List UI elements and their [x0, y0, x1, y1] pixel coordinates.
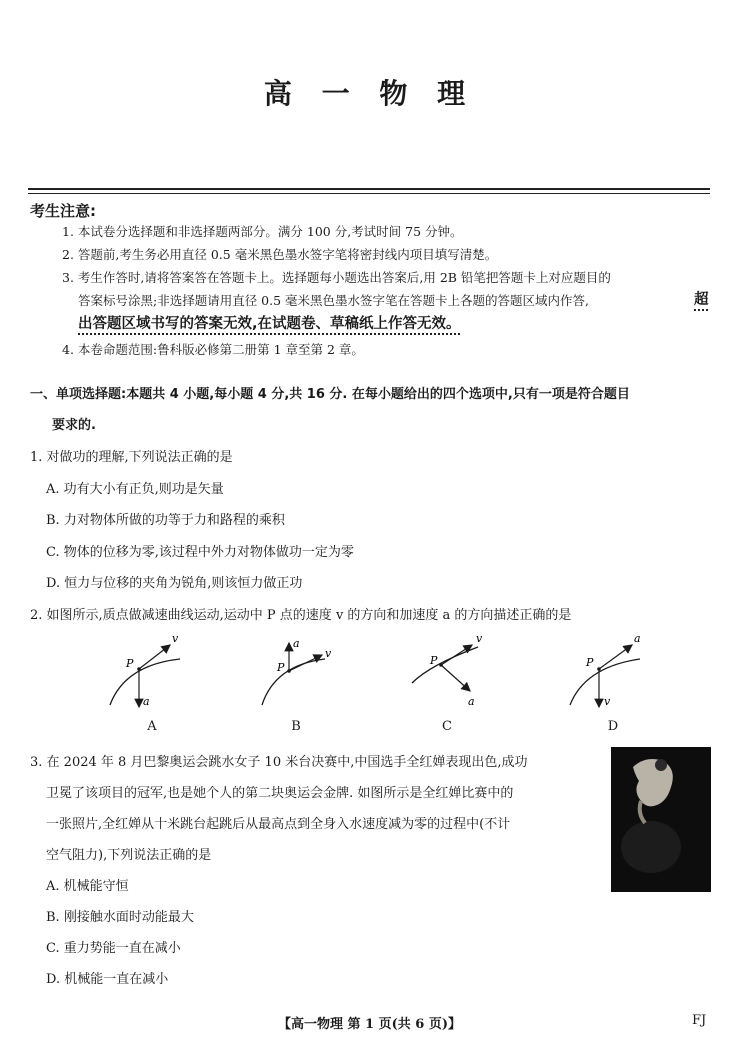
figure-c-arrow-top: [441, 645, 472, 665]
question-1-option-b: B. 力对物体所做的功等于力和路程的乘积: [46, 513, 285, 528]
question-1-stem: 1. 对做功的理解,下列说法正确的是: [30, 450, 233, 465]
header-rule-thick: [28, 188, 710, 190]
diver-head: [655, 759, 667, 771]
section-heading-line1: 一、单项选择题:本题共 4 小题,每小题 4 分,共 16 分. 在每小题给出的四个选项中,只有一项是符合题目: [30, 387, 630, 402]
figure-a-arrow-top: [139, 645, 170, 669]
figure-a-label-top: v: [172, 632, 179, 645]
diver-splash-shadow: [621, 821, 681, 873]
question-3-option-d: D. 机械能一直在减小: [46, 972, 169, 987]
figure-a: [110, 632, 180, 708]
question-1-option-c: C. 物体的位移为零,该过程中外力对物体做功一定为零: [46, 545, 354, 560]
figure-b-trajectory: [262, 659, 325, 705]
page-footer-code: FJ: [692, 1013, 707, 1028]
figure-b-arrow-right: [289, 655, 322, 671]
figure-a-label-p: P: [126, 657, 134, 670]
notice-warning-start: 超: [694, 292, 709, 308]
notice-item-2: 2. 答题前,考生务必用直径 0.5 毫米黑色墨水签字笔将密封线内项目填写清楚。: [62, 247, 498, 262]
question-3-stem-line1: 3. 在 2024 年 8 月巴黎奥运会跳水女子 10 米台决赛中,中国选手全红婵表现出色,成功: [30, 755, 528, 770]
section-heading-line2: 要求的.: [52, 418, 96, 433]
figure-c-label-p: P: [430, 654, 438, 667]
figure-d: [570, 632, 641, 708]
figure-a-caption: A: [147, 719, 157, 734]
diver-arm: [640, 801, 645, 823]
figure-b-caption: B: [291, 719, 301, 734]
figure-c-trajectory: [412, 647, 478, 683]
question-2-figures: [0, 625, 739, 720]
figure-b: [262, 637, 332, 705]
figure-c-caption: C: [442, 719, 452, 734]
notice-heading: 考生注意:: [30, 202, 96, 220]
figure-c-label-bottom: a: [468, 695, 475, 708]
notice-item-3: 3. 考生作答时,请将答案答在答题卡上。选择题每小题选出答案后,用 2B 铅笔把答题卡上对应题目的: [62, 270, 611, 285]
header-rule-thin: [28, 193, 710, 194]
figure-b-label-a: a: [293, 637, 300, 650]
question-3-stem-line3: 一张照片,全红婵从十米跳台起跳后从最高点到全身入水速度减为零的过程中(不计: [46, 817, 511, 832]
figure-d-arrow-top: [599, 645, 632, 669]
page-title: 高 一 物 理: [263, 77, 476, 110]
figure-c-label-top: v: [476, 632, 483, 645]
figure-c-arrow-bottom: [441, 665, 470, 691]
figure-d-label-top: a: [634, 632, 641, 645]
question-3-stem-line4: 空气阻力),下列说法正确的是: [46, 848, 212, 863]
figure-a-label-bottom: a: [143, 695, 150, 708]
notice-item-4: 4. 本卷命题范围:鲁科版必修第二册第 1 章至第 2 章。: [62, 342, 364, 357]
question-3-option-c: C. 重力势能一直在减小: [46, 941, 181, 956]
question-2-stem: 2. 如图所示,质点做减速曲线运动,运动中 P 点的速度 v 的方向和加速度 a 的方向描述正确的是: [30, 608, 572, 623]
figure-d-caption: D: [607, 719, 619, 734]
question-3-option-b: B. 刚接触水面时动能最大: [46, 910, 194, 925]
notice-item-3-cont: 答案标号涂黑;非选择题请用直径 0.5 毫米黑色墨水签字笔在答题卡上各题的答题区域内作答,: [78, 293, 590, 308]
diver-photo: [611, 747, 711, 892]
question-3-option-a: A. 机械能守恒: [46, 879, 129, 894]
question-1-option-a: A. 功有大小有正负,则功是矢量: [46, 482, 224, 497]
figure-c: [412, 632, 483, 708]
diver-figure: [611, 747, 711, 892]
page-footer: 【高一物理 第 1 页(共 6 页)】: [277, 1017, 462, 1032]
notice-warning: 出答题区域书写的答案无效,在试题卷、草稿纸上作答无效。: [78, 316, 461, 332]
question-1-option-d: D. 恒力与位移的夹角为锐角,则该恒力做正功: [46, 576, 303, 591]
figure-d-label-p: P: [586, 656, 594, 669]
figure-d-label-bottom: v: [604, 695, 611, 708]
figure-b-label-p: P: [277, 661, 285, 674]
figure-b-label-v: v: [325, 647, 332, 660]
notice-item-1: 1. 本试卷分选择题和非选择题两部分。满分 100 分,考试时间 75 分钟。: [62, 224, 463, 239]
question-3-stem-line2: 卫冕了该项目的冠军,也是她个人的第二块奥运会金牌. 如图所示是全红婵比赛中的: [46, 786, 514, 801]
